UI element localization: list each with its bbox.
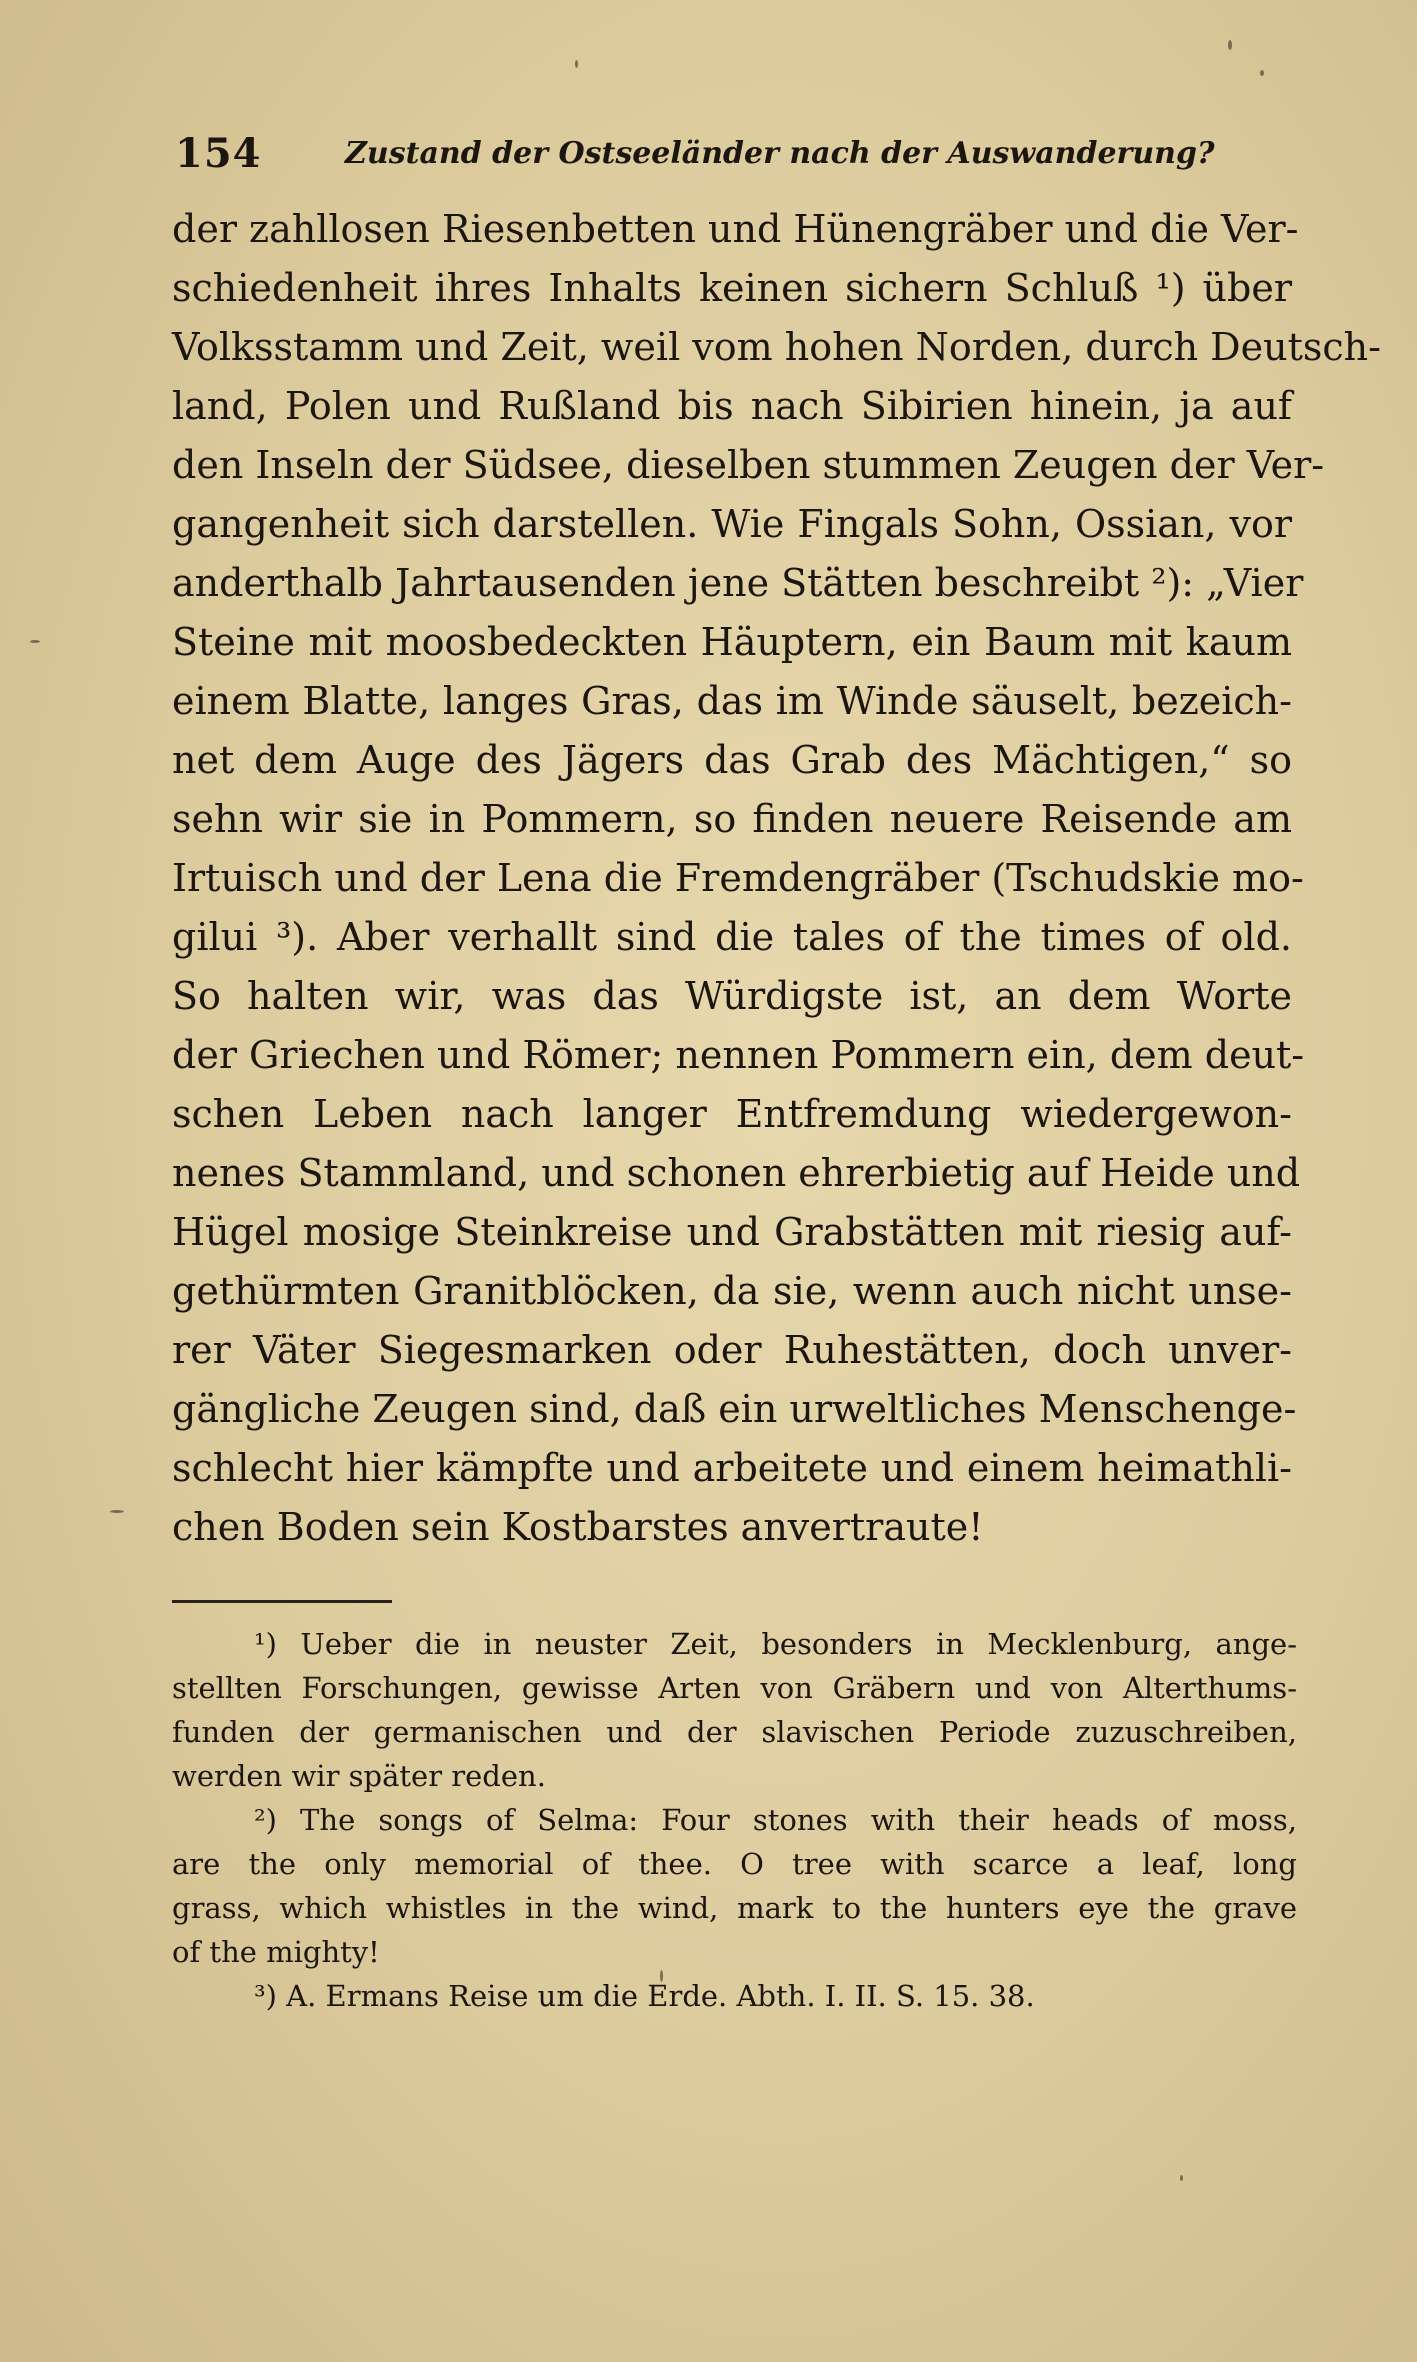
text-line: chen Boden sein Kostbarstes anvertraute! [172,1505,984,1549]
footnote-line: grass, which whistles in the wind, mark to the hunters eye the grave [172,1891,1297,1925]
footnote-line: are the only memorial of thee. O tree with scarce a leaf, long [172,1847,1297,1881]
text-line: Steine mit moosbedeckten Häuptern, ein Baum mit kaum [172,620,1292,664]
text-line: der zahllosen Riesenbetten und Hünengräber und die Ver- [172,207,1299,251]
text-line: Hügel mosige Steinkreise und Grabstätten mit riesig auf- [172,1210,1292,1254]
page-number: 154 [175,130,262,177]
text-line: land, Polen und Rußland bis nach Sibirien hinein, ja auf [172,384,1292,428]
paper-speck [1260,70,1264,76]
text-line: So halten wir, was das Würdigste ist, an dem Worte [172,974,1292,1018]
text-line: schiedenheit ihres Inhalts keinen sichern Schluß ¹) über [172,266,1292,310]
footnote-line: werden wir später reden. [172,1759,546,1793]
footnote-line: ¹) Ueber die in neuster Zeit, besonders in Mecklenburg, ange- [254,1627,1297,1661]
running-title: Zustand der Ostseeländer nach der Auswanderung? [345,136,1215,171]
footnote-line: ³) A. Ermans Reise um die Erde. Abth. I. II. S. 15. 38. [254,1979,1035,2013]
text-line: nenes Stammland, und schonen ehrerbietig auf Heide und [172,1151,1301,1195]
text-line: net dem Auge des Jägers das Grab des Mächtigen,“ so [172,738,1292,782]
footnote-line: funden der germanischen und der slavischen Periode zuzuschreiben, [172,1715,1297,1749]
footnote-3 [172,1974,1297,2018]
paper-speck [110,1510,124,1513]
text-line: schen Leben nach langer Entfremdung wiedergewon- [172,1092,1292,1136]
paper-speck [1180,2175,1183,2181]
footnote-separator [172,1600,392,1603]
text-line: anderthalb Jahrtausenden jene Stätten beschreibt ²): „Vier [172,561,1304,605]
footnote-line: stellten Forschungen, gewisse Arten von Gräbern und von Alterthums- [172,1671,1297,1705]
body-text [172,200,1381,1557]
footnote-2 [172,1798,1297,1974]
text-line: gilui ³). Aber verhallt sind die tales of the times of old. [172,915,1292,959]
text-line: den Inseln der Südsee, dieselben stummen Zeugen der Ver- [172,443,1325,487]
text-line: Volksstamm und Zeit, weil vom hohen Norden, durch Deutsch- [172,325,1381,369]
footnote-1 [172,1622,1297,1798]
footnote-line: of the mighty! [172,1935,380,1969]
text-line: rer Väter Siegesmarken oder Ruhestätten, doch unver- [172,1328,1292,1372]
text-line: gängliche Zeugen sind, daß ein urweltliches Menschenge- [172,1387,1297,1431]
text-line: schlecht hier kämpfte und arbeitete und einem heimathli- [172,1446,1292,1490]
text-line: sehn wir sie in Pommern, so finden neuere Reisende am [172,797,1292,841]
text-line: Irtuisch und der Lena die Fremdengräber (Tschudskie mo- [172,856,1304,900]
footnotes [172,1622,1297,2018]
paper-speck [1228,40,1232,50]
text-line: gangenheit sich darstellen. Wie Fingals Sohn, Ossian, vor [172,502,1292,546]
text-line: gethürmten Granitblöcken, da sie, wenn auch nicht unse- [172,1269,1292,1313]
text-line: der Griechen und Römer; nennen Pommern ein, dem deut- [172,1033,1305,1077]
page-header [175,122,1295,182]
text-line: einem Blatte, langes Gras, das im Winde säuselt, bezeich- [172,679,1292,723]
paper-speck [30,640,40,643]
footnote-line: ²) The songs of Selma: Four stones with their heads of moss, [254,1803,1297,1837]
paper-speck [575,60,578,68]
